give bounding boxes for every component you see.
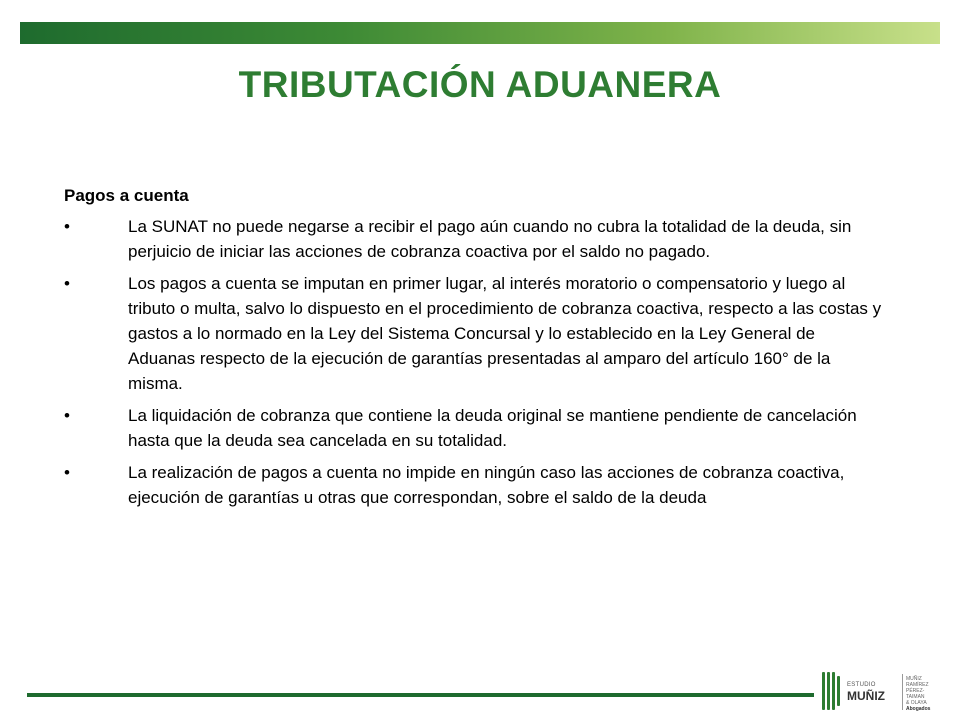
bullet-marker: • <box>64 274 70 293</box>
bullet-text: Los pagos a cuenta se imputan en primer lugar, al interés moratorio o compensatorio y luego al tributo o multa, salvo lo dispuesto en el procedimiento de cobranza coactiva, respecto a las costas y gastos a lo normado en la Ley del Sistema Concursal y lo establecido en la Ley General de Aduanas respecto de la ejecución de garantías presentadas al amparo del artículo 160° de la misma. <box>128 274 882 393</box>
bullet-item <box>64 403 924 453</box>
section-subtitle: Pagos a cuenta <box>64 186 189 205</box>
bullet-item <box>64 460 924 510</box>
logo-name: RAMÍREZ <box>906 682 929 688</box>
logo-name: PÉREZ-TAIMAN <box>906 688 925 700</box>
logo-bars-icon <box>822 672 842 710</box>
logo-separator <box>902 674 903 710</box>
bullet-text: La liquidación de cobranza que contiene la deuda original se mantiene pendiente de cancelación hasta que la deuda sea cancelada en su totalidad. <box>128 406 857 450</box>
bullet-item <box>64 214 924 264</box>
bullet-marker: • <box>64 463 70 482</box>
bullet-item <box>64 271 924 396</box>
slide-title: TRIBUTACIÓN ADUANERA <box>238 64 722 105</box>
logo-partner-names <box>906 676 942 712</box>
logo-name: & OLAYA <box>906 700 927 706</box>
logo-name: MUÑIZ <box>906 676 922 682</box>
bullet-text: La SUNAT no puede negarse a recibir el pago aún cuando no cubra la totalidad de la deuda, sin perjuicio de iniciar las acciones de cobranza coactiva por el saldo no pagado. <box>128 217 852 261</box>
footer-divider-line <box>27 693 814 697</box>
company-logo <box>822 670 942 714</box>
bullet-marker: • <box>64 406 70 425</box>
header-gradient-bar <box>20 22 940 44</box>
bullet-text: La realización de pagos a cuenta no impide en ningún caso las acciones de cobranza coactiva, ejecución de garantías u otras que correspondan, sobre el saldo de la deuda <box>128 463 845 507</box>
logo-brand: MUÑIZ <box>847 689 885 703</box>
logo-name: Abogados <box>906 706 931 712</box>
logo-prefix: ESTUDIO <box>847 682 876 688</box>
bullet-marker: • <box>64 217 70 236</box>
slide-body <box>64 183 924 517</box>
